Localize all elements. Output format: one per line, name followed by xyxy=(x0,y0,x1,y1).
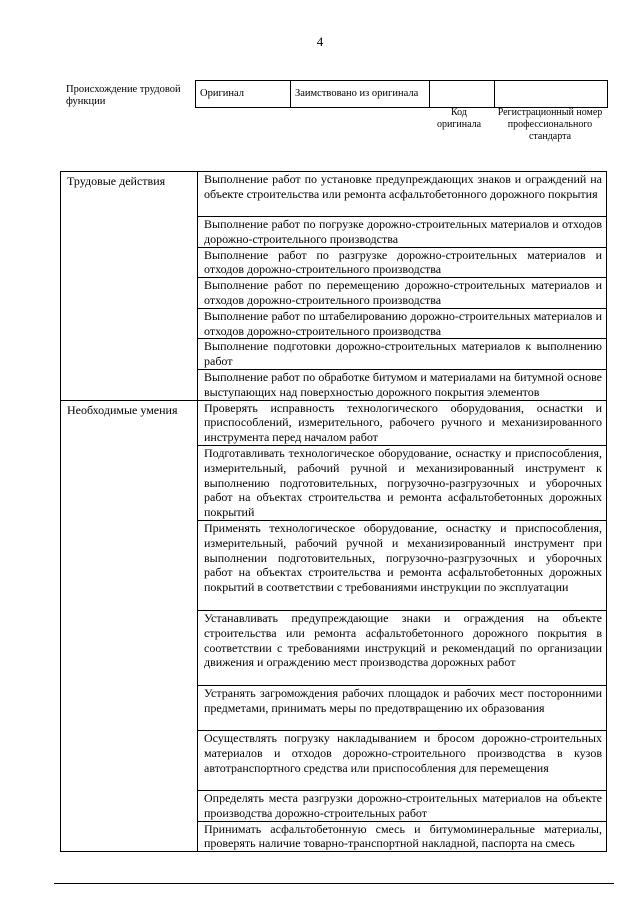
skill-item: Устранять загромождения рабочих площадок и рабочих мест посторонними предметами, принимать меры по предотвращению их образования xyxy=(198,685,607,730)
action-item: Выполнение работ по погрузке дорожно-строительных материалов и отходов дорожно-строительного производства xyxy=(198,217,607,248)
page-number: 4 xyxy=(316,34,324,49)
skill-item: Осуществлять погрузку накладыванием и бросом дорожно-строительных материалов и отходов дорожно-строительного производства в кузов автотранспортного средства или приспособления для перемещения xyxy=(198,730,607,790)
function-table xyxy=(60,171,607,852)
origin-borrowed-cell: Заимствовано из оригинала xyxy=(291,81,430,108)
reg-number-caption: Регистрационный номер профессионального стандарта xyxy=(497,107,603,142)
skill-item: Применять технологическое оборудование, оснастку и приспособления, измерительный, рабочий ручной и механизированный инструмент при выполнении подготовительных, погрузочно-разгрузочных и уборочных работ на объектах строительства и ремонта асфальтобетонных дорожных покрытий в соответствии с требованиями инструкции по эксплуатации xyxy=(198,520,607,610)
origin-original-cell: Оригинал xyxy=(196,81,291,108)
skill-item: Подготавливать технологическое оборудование, оснастку и приспособления, измерительный, рабочий ручной и механизированный инструмент к выполнению подготовительных, погрузочно-разгрузочных и уборочных работ на объектах строительства и ремонта асфальтобетонных дорожных покрытий xyxy=(198,445,607,520)
action-item: Выполнение работ по обработке битумом и материалами на битумной основе выступающих над поверхностью дорожного покрытия элементов xyxy=(198,369,607,400)
action-item: Выполнение работ по перемещению дорожно-строительных материалов и отходов дорожно-строительного производства xyxy=(198,278,607,309)
skill-item: Устанавливать предупреждающие знаки и ограждения на объекте строительства или ремонта асфальтобетонного дорожного покрытия в соответствии с требованиями инструкций и рекомендаций по организации движения и ограждению мест производства дорожных работ xyxy=(198,610,607,685)
actions-label: Трудовые действия xyxy=(61,172,198,401)
table-row xyxy=(61,400,607,445)
origin-label: Происхождение трудовой функции xyxy=(66,84,181,107)
origin-code-cell xyxy=(430,81,495,108)
skill-item: Принимать асфальтобетонную смесь и битумоминеральные материалы, проверять наличие товарно-транспортной накладной, паспорта на смесь xyxy=(198,821,607,852)
action-item: Выполнение работ по штабелированию дорожно-строительных материалов и отходов дорожно-строительного производства xyxy=(198,308,607,339)
skill-item: Проверять исправность технологического оборудования, оснастки и приспособлений, измерительного, рабочего ручного и механизированного инструмента перед началом работ xyxy=(198,400,607,445)
table-row xyxy=(61,172,607,217)
action-item: Выполнение работ по разгрузке дорожно-строительных материалов и отходов дорожно-строительного производства xyxy=(198,247,607,278)
origin-table xyxy=(195,80,608,108)
skill-item: Определять места разгрузки дорожно-строительных материалов на объекте производства дорожно-строительных работ xyxy=(198,790,607,821)
code-caption: Код оригинала xyxy=(436,107,482,130)
page-bottom-rule xyxy=(54,883,614,884)
action-item: Выполнение работ по установке предупреждающих знаков и ограждений на объекте строительства или ремонта асфальтобетонного дорожного покрытия xyxy=(198,172,607,217)
action-item: Выполнение подготовки дорожно-строительных материалов к выполнению работ xyxy=(198,339,607,370)
origin-reg-number-cell xyxy=(495,81,608,108)
skills-label: Необходимые умения xyxy=(61,400,198,852)
